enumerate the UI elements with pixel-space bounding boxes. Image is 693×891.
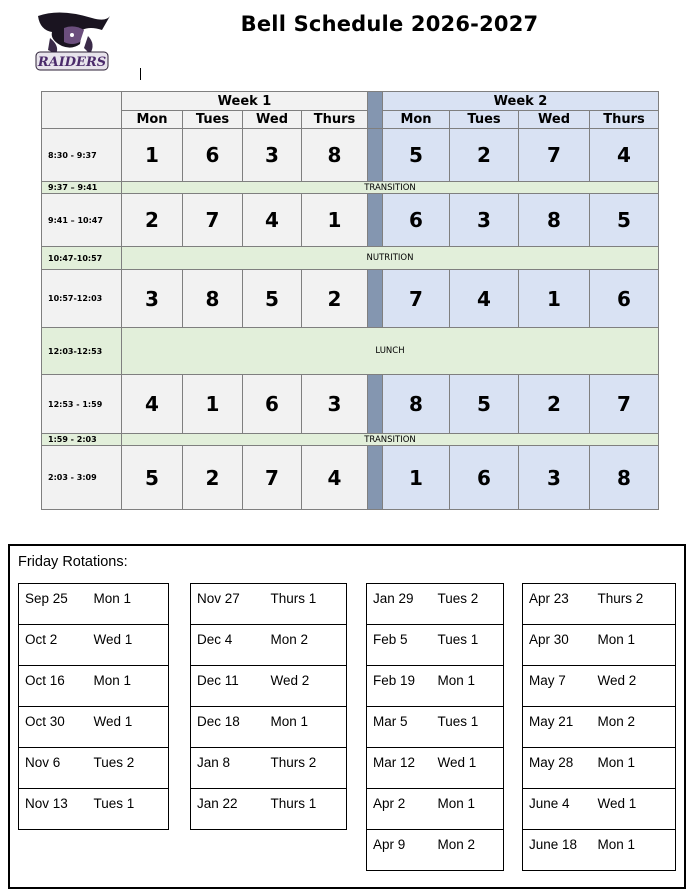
period-row: [42, 446, 659, 510]
day-header: Thurs: [302, 111, 368, 129]
rotation-day: Tues 1: [432, 625, 504, 666]
rotation-row: [523, 748, 676, 789]
rotation-row: [523, 625, 676, 666]
band-time: 12:03-12:53: [42, 328, 122, 375]
period-cell: 5: [383, 129, 450, 182]
day-header: Wed: [519, 111, 590, 129]
period-cell: 1: [122, 129, 183, 182]
period-cell: 7: [183, 194, 243, 247]
week-separator: [368, 446, 383, 510]
rotation-day: Mon 1: [265, 707, 347, 748]
day-header: Mon: [383, 111, 450, 129]
week-separator: [368, 129, 383, 182]
rotation-row: [19, 666, 169, 707]
rotation-date: Oct 16: [19, 666, 88, 707]
period-cell: 6: [450, 446, 519, 510]
period-cell: 2: [302, 270, 368, 328]
rotation-row: [523, 666, 676, 707]
period-cell: 8: [183, 270, 243, 328]
rotation-row: [367, 625, 504, 666]
period-cell: 3: [450, 194, 519, 247]
period-cell: 1: [519, 270, 590, 328]
rotation-row: [367, 830, 504, 871]
nutrition-row: [42, 247, 659, 270]
rotation-date: Mar 12: [367, 748, 432, 789]
rotation-row: [367, 789, 504, 830]
period-cell: 8: [302, 129, 368, 182]
period-cell: 7: [243, 446, 302, 510]
rotation-date: Apr 23: [523, 584, 592, 625]
rotation-row: [367, 707, 504, 748]
rotation-date: Nov 27: [191, 584, 265, 625]
period-cell: 5: [450, 375, 519, 434]
rotation-row: [191, 789, 347, 830]
band-label: TRANSITION: [122, 182, 659, 194]
period-cell: 1: [302, 194, 368, 247]
rotation-row: [367, 584, 504, 625]
period-cell: 4: [590, 129, 659, 182]
friday-rotations-box: [8, 544, 686, 889]
rotation-column-2: [190, 583, 347, 830]
rotation-row: [191, 748, 347, 789]
period-cell: 7: [383, 270, 450, 328]
period-cell: 5: [590, 194, 659, 247]
rotation-row: [367, 666, 504, 707]
rotation-day: Wed 2: [265, 666, 347, 707]
rotation-date: Jan 29: [367, 584, 432, 625]
period-cell: 2: [519, 375, 590, 434]
rotation-date: May 7: [523, 666, 592, 707]
week-separator: [368, 375, 383, 434]
period-cell: 1: [383, 446, 450, 510]
rotation-day: Wed 1: [88, 625, 169, 666]
rotation-row: [191, 707, 347, 748]
band-time: 1:59 - 2:03: [42, 434, 122, 446]
day-header: Thurs: [590, 111, 659, 129]
rotation-row: [191, 625, 347, 666]
logo-text: RAIDERS: [37, 55, 107, 70]
rotation-day: Thurs 2: [592, 584, 676, 625]
rotation-row: [523, 830, 676, 871]
rotation-day: Wed 1: [432, 748, 504, 789]
period-cell: 2: [183, 446, 243, 510]
period-cell: 6: [590, 270, 659, 328]
rotation-column-3: [366, 583, 504, 871]
rotation-date: Jan 8: [191, 748, 265, 789]
rotation-day: Mon 1: [592, 830, 676, 871]
rotation-date: Oct 30: [19, 707, 88, 748]
day-header: Wed: [243, 111, 302, 129]
period-cell: 7: [519, 129, 590, 182]
band-label: NUTRITION: [122, 247, 659, 270]
rotation-row: [191, 584, 347, 625]
period-time: 10:57-12:03: [42, 270, 122, 328]
period-cell: 8: [519, 194, 590, 247]
rotation-day: Wed 1: [88, 707, 169, 748]
rotation-row: [523, 584, 676, 625]
rotation-date: Dec 11: [191, 666, 265, 707]
rotation-day: Tues 1: [88, 789, 169, 830]
rotation-day: Mon 1: [432, 666, 504, 707]
week-separator: [368, 270, 383, 328]
period-cell: 6: [383, 194, 450, 247]
rotation-day: Wed 1: [592, 789, 676, 830]
rotation-date: June 4: [523, 789, 592, 830]
period-cell: 5: [243, 270, 302, 328]
rotation-day: Tues 2: [432, 584, 504, 625]
rotation-day: Mon 2: [592, 707, 676, 748]
rotation-date: Apr 2: [367, 789, 432, 830]
transition-row: [42, 434, 659, 446]
week2-header: Week 2: [383, 92, 659, 111]
rotation-date: June 18: [523, 830, 592, 871]
rotation-day: Mon 2: [265, 625, 347, 666]
band-time: 9:37 – 9:41: [42, 182, 122, 194]
rotation-date: Apr 30: [523, 625, 592, 666]
period-cell: 8: [383, 375, 450, 434]
day-header: Mon: [122, 111, 183, 129]
rotation-row: [19, 625, 169, 666]
rotation-day: Mon 1: [88, 584, 169, 625]
period-cell: 5: [122, 446, 183, 510]
period-cell: 1: [183, 375, 243, 434]
day-header: Tues: [450, 111, 519, 129]
rotation-day: Wed 2: [592, 666, 676, 707]
period-cell: 3: [122, 270, 183, 328]
rotation-row: [19, 789, 169, 830]
period-row: [42, 129, 659, 182]
rotation-day: Mon 2: [432, 830, 504, 871]
band-label: TRANSITION: [122, 434, 659, 446]
period-cell: 2: [450, 129, 519, 182]
rotation-row: [19, 707, 169, 748]
rotation-date: Jan 22: [191, 789, 265, 830]
rotation-date: Nov 13: [19, 789, 88, 830]
page-title: Bell Schedule 2026-2027: [240, 12, 539, 36]
rotation-row: [19, 748, 169, 789]
period-time: 8:30 - 9:37: [42, 129, 122, 182]
lunch-row: [42, 328, 659, 375]
band-label: LUNCH: [122, 328, 659, 375]
rotation-column-4: [522, 583, 676, 871]
period-cell: 4: [243, 194, 302, 247]
rotation-date: Apr 9: [367, 830, 432, 871]
rotation-date: Dec 4: [191, 625, 265, 666]
period-cell: 3: [519, 446, 590, 510]
rotation-date: Feb 19: [367, 666, 432, 707]
rotation-row: [367, 748, 504, 789]
rotation-day: Mon 1: [88, 666, 169, 707]
period-cell: 2: [122, 194, 183, 247]
period-time: 2:03 - 3:09: [42, 446, 122, 510]
period-time: 9:41 – 10:47: [42, 194, 122, 247]
period-row: [42, 375, 659, 434]
period-cell: 6: [183, 129, 243, 182]
rotation-row: [191, 666, 347, 707]
rotation-day: Thurs 2: [265, 748, 347, 789]
period-row: [42, 270, 659, 328]
rotation-day: Thurs 1: [265, 789, 347, 830]
rotation-row: [523, 789, 676, 830]
week-separator: [368, 92, 383, 129]
rotation-day: Tues 2: [88, 748, 169, 789]
rotation-date: May 21: [523, 707, 592, 748]
period-cell: 3: [302, 375, 368, 434]
corner-cell: [42, 92, 122, 129]
rotation-date: Nov 6: [19, 748, 88, 789]
rotation-day: Tues 1: [432, 707, 504, 748]
band-time: 10:47-10:57: [42, 247, 122, 270]
period-cell: 7: [590, 375, 659, 434]
bell-schedule-table: [41, 91, 659, 510]
rotation-row: [523, 707, 676, 748]
rotation-day: Thurs 1: [265, 584, 347, 625]
period-cell: 4: [450, 270, 519, 328]
rotation-date: May 28: [523, 748, 592, 789]
friday-rotations-title: Friday Rotations:: [18, 554, 128, 570]
text-cursor: [140, 68, 141, 80]
rotation-date: Mar 5: [367, 707, 432, 748]
period-cell: 4: [302, 446, 368, 510]
rotation-date: Sep 25: [19, 584, 88, 625]
day-header: Tues: [183, 111, 243, 129]
rotation-date: Feb 5: [367, 625, 432, 666]
week1-header: Week 1: [122, 92, 368, 111]
transition-row: [42, 182, 659, 194]
rotation-column-1: [18, 583, 169, 830]
rotation-row: [19, 584, 169, 625]
period-cell: 4: [122, 375, 183, 434]
rotation-date: Oct 2: [19, 625, 88, 666]
rotation-day: Mon 1: [592, 748, 676, 789]
period-time: 12:53 - 1:59: [42, 375, 122, 434]
period-cell: 8: [590, 446, 659, 510]
rotation-day: Mon 1: [432, 789, 504, 830]
period-row: [42, 194, 659, 247]
rotation-date: Dec 18: [191, 707, 265, 748]
period-cell: 3: [243, 129, 302, 182]
rotation-day: Mon 1: [592, 625, 676, 666]
period-cell: 6: [243, 375, 302, 434]
week-separator: [368, 194, 383, 247]
